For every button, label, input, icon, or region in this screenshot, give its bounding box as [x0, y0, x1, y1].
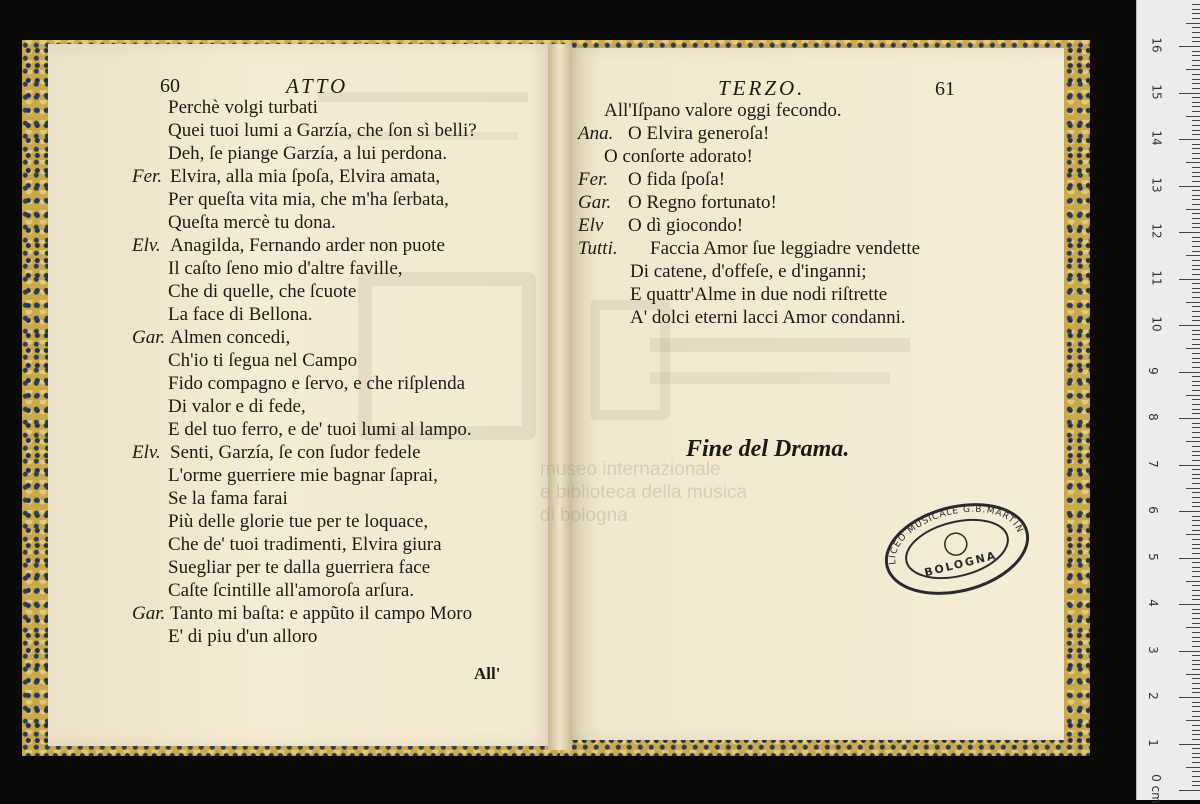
left-verse-line: E del tuo ferro, e de' tuoi lumi al lampo.: [168, 419, 472, 440]
ruler-tick: [1192, 260, 1200, 261]
ruler-tick: [1192, 297, 1200, 298]
book-gutter: [548, 44, 572, 750]
ruler-tick: [1192, 785, 1200, 786]
ruler-tick: [1192, 748, 1200, 749]
ruler-number: 12: [1149, 223, 1164, 239]
ruler-tick: [1192, 711, 1200, 712]
ruler-tick: [1179, 279, 1200, 280]
ruler-tick: [1192, 102, 1200, 103]
ruler-tick: [1192, 60, 1200, 61]
ruler-tick: [1192, 269, 1200, 270]
ruler-tick: [1192, 623, 1200, 624]
ruler-tick: [1192, 683, 1200, 684]
ruler-tick: [1192, 32, 1200, 33]
left-verse-line: Ch'io ti ſegua nel Campo: [168, 350, 358, 371]
ruler-tick: [1179, 139, 1200, 140]
ruler-tick: [1192, 618, 1200, 619]
ruler-number: 14: [1149, 130, 1164, 146]
ruler-tick: [1192, 130, 1200, 131]
ruler-tick: [1192, 288, 1200, 289]
ruler-tick: [1192, 79, 1200, 80]
left-verse-line: Fido compagno e ſervo, e che riſplenda: [168, 373, 466, 394]
left-page-number: 60: [160, 75, 180, 97]
ruler-tick: [1192, 176, 1200, 177]
ruler-tick: [1186, 488, 1200, 489]
ruler-tick: [1192, 478, 1200, 479]
ruler-tick: [1179, 651, 1200, 652]
ruler-number: 9: [1145, 366, 1160, 375]
ruler-tick: [1186, 162, 1200, 163]
ruler-tick: [1192, 567, 1200, 568]
right-verse-line: O Elvira generoſa!: [628, 123, 770, 144]
ruler-tick: [1192, 13, 1200, 14]
ruler-tick: [1192, 776, 1200, 777]
ruler-tick: [1192, 74, 1200, 75]
ruler-tick: [1192, 274, 1200, 275]
ruler-tick: [1192, 158, 1200, 159]
ruler-tick: [1192, 385, 1200, 386]
ruler-tick: [1192, 181, 1200, 182]
ruler-tick: [1192, 390, 1200, 391]
ruler-tick: [1192, 144, 1200, 145]
watermark-line-3: di bologna: [540, 505, 628, 526]
right-speaker: Ana.: [578, 123, 614, 144]
library-watermark: [540, 458, 747, 527]
left-speaker: Gar.: [132, 327, 166, 348]
right-verse-line: E quattr'Alme in due nodi riſtrette: [630, 284, 888, 305]
left-verse-line: Più delle glorie tue per te loquace,: [168, 511, 429, 532]
ruler-tick: [1192, 520, 1200, 521]
right-verse-line: O fida ſpoſa!: [628, 169, 726, 190]
left-running-head: ATTO: [286, 74, 349, 98]
ruler-tick: [1186, 69, 1200, 70]
left-speaker: Elv.: [132, 442, 161, 463]
ruler-tick: [1192, 204, 1200, 205]
ruler-tick: [1192, 771, 1200, 772]
ruler-tick: [1192, 339, 1200, 340]
ruler-tick: [1192, 320, 1200, 321]
ruler-tick: [1186, 720, 1200, 721]
left-verse-line: Suegliar per te dalla guerriera face: [168, 557, 431, 578]
ruler-number: 1: [1145, 738, 1160, 747]
ruler-tick: [1192, 423, 1200, 424]
ruler-tick: [1192, 83, 1200, 84]
closing-line: Fine del Drama.: [686, 436, 850, 462]
ruler-number: 10: [1149, 316, 1164, 332]
ruler-tick: [1179, 186, 1200, 187]
ruler-number: 11: [1149, 269, 1164, 286]
ruler-tick: [1179, 790, 1200, 791]
ruler-tick: [1192, 404, 1200, 405]
ruler-tick: [1192, 316, 1200, 317]
ruler-tick: [1192, 571, 1200, 572]
ruler-tick: [1192, 65, 1200, 66]
measuring-ruler: [1136, 0, 1200, 804]
ruler-tick: [1192, 469, 1200, 470]
ruler-tick: [1192, 148, 1200, 149]
ruler-tick: [1192, 632, 1200, 633]
ruler-tick: [1192, 120, 1200, 121]
right-page-number: 61: [935, 78, 955, 100]
ruler-tick: [1179, 511, 1200, 512]
left-verse-line: Elvira, alla mia ſpoſa, Elvira amata,: [170, 166, 441, 187]
ruler-tick: [1186, 209, 1200, 210]
ruler-tick: [1192, 530, 1200, 531]
ruler-tick: [1192, 688, 1200, 689]
ruler-tick: [1192, 599, 1200, 600]
ruler-tick: [1192, 641, 1200, 642]
ruler-tick: [1179, 372, 1200, 373]
right-verse-line: O Regno fortunato!: [628, 192, 777, 213]
left-verse-line: Perchè volgi turbati: [168, 97, 318, 118]
ruler-tick: [1192, 585, 1200, 586]
ruler-tick: [1192, 4, 1200, 5]
ruler-tick: [1192, 539, 1200, 540]
ruler-tick: [1192, 576, 1200, 577]
ruler-tick: [1192, 730, 1200, 731]
ruler-tick: [1186, 581, 1200, 582]
ruler-number: 15: [1149, 83, 1164, 100]
ruler-number: 7: [1145, 459, 1160, 468]
ruler-tick: [1186, 23, 1200, 24]
ruler-tick: [1192, 9, 1200, 10]
left-verse-line: E' di piu d'un alloro: [168, 626, 318, 647]
ruler-tick: [1192, 702, 1200, 703]
ruler-tick: [1192, 55, 1200, 56]
ruler-tick: [1192, 437, 1200, 438]
right-speaker: Gar.: [578, 192, 612, 213]
ruler-tick: [1192, 306, 1200, 307]
ruler-tick: [1192, 111, 1200, 112]
ruler-tick: [1192, 172, 1200, 173]
ruler-tick: [1192, 97, 1200, 98]
ruler-tick: [1186, 255, 1200, 256]
ruler-tick: [1192, 37, 1200, 38]
ruler-tick: [1186, 395, 1200, 396]
ruler-tick: [1179, 558, 1200, 559]
ruler-tick: [1192, 41, 1200, 42]
ruler-tick: [1192, 246, 1200, 247]
ruler-tick: [1192, 548, 1200, 549]
ruler-tick: [1192, 757, 1200, 758]
ruler-tick: [1192, 283, 1200, 284]
ruler-tick: [1192, 451, 1200, 452]
ruler-number: 5: [1145, 552, 1160, 561]
ruler-tick: [1192, 367, 1200, 368]
left-verse-line: Almen concedi,: [170, 327, 291, 348]
ruler-tick: [1192, 134, 1200, 135]
ruler-number: 6: [1145, 506, 1160, 514]
left-verse-line: Di valor e di fede,: [168, 396, 306, 417]
right-speaker: Fer.: [578, 169, 609, 190]
right-running-head: TERZO.: [718, 76, 806, 100]
ruler-tick: [1192, 18, 1200, 19]
ruler-tick: [1192, 199, 1200, 200]
ruler-tick: [1192, 218, 1200, 219]
right-verse-line: O conſorte adorato!: [604, 146, 753, 167]
ruler-tick: [1192, 362, 1200, 363]
ruler-tick: [1192, 51, 1200, 52]
left-verse-line: Quei tuoi lumi a Garzía, che ſon sì belli?: [168, 120, 477, 141]
ruler-tick: [1186, 302, 1200, 303]
ruler-tick: [1192, 413, 1200, 414]
right-verse-line: All'Iſpano valore oggi fecondo.: [604, 100, 842, 121]
left-verse-line: Che de' tuoi tradimenti, Elvira giura: [168, 534, 442, 555]
ruler-tick: [1192, 334, 1200, 335]
ruler-tick: [1192, 125, 1200, 126]
stamp-inner-text: BOLOGNA: [923, 548, 999, 580]
ruler-tick: [1192, 106, 1200, 107]
ruler-tick: [1192, 376, 1200, 377]
ruler-tick: [1192, 330, 1200, 331]
ruler-tick: [1192, 525, 1200, 526]
left-verse-line: L'orme guerriere mie bagnar ſaprai,: [168, 465, 438, 486]
ruler-tick: [1192, 237, 1200, 238]
ruler-tick: [1192, 223, 1200, 224]
ruler-tick: [1192, 474, 1200, 475]
ruler-tick: [1192, 292, 1200, 293]
left-verse-line: Per queſta vita mia, che m'ha ſerbata,: [168, 189, 449, 210]
left-verse-line: Senti, Garzía, ſe con ſudor fedele: [170, 442, 421, 463]
ruler-tick: [1179, 744, 1200, 745]
ruler-tick: [1192, 455, 1200, 456]
ruler-tick: [1192, 190, 1200, 191]
ruler-tick: [1192, 153, 1200, 154]
ruler-tick: [1192, 553, 1200, 554]
ruler-tick: [1192, 646, 1200, 647]
left-speaker: Elv.: [132, 235, 161, 256]
ruler-tick: [1186, 767, 1200, 768]
ruler-tick: [1186, 627, 1200, 628]
left-verse-line: Anagilda, Fernando arder non puote: [170, 235, 445, 256]
ruler-tick: [1186, 674, 1200, 675]
left-verse-line: Tanto mi baſta: e appũto il campo Moro: [170, 603, 473, 624]
right-verse-line: A' dolci eterni lacci Amor condanni.: [630, 307, 906, 328]
ruler-tick: [1192, 692, 1200, 693]
ruler-number: 0 cm: [1148, 774, 1163, 804]
ruler-tick: [1192, 265, 1200, 266]
ruler-number: 16: [1149, 37, 1164, 53]
ruler-tick: [1192, 725, 1200, 726]
left-verse-line: La face di Bellona.: [168, 304, 313, 325]
ruler-tick: [1179, 418, 1200, 419]
left-verse-line: Queſta mercè tu dona.: [168, 212, 336, 233]
ruler-number: 13: [1149, 176, 1164, 193]
ruler-tick: [1192, 506, 1200, 507]
ruler-tick: [1179, 325, 1200, 326]
watermark-line-1: museo internazionale: [540, 459, 721, 480]
left-verse-line: Il caſto ſeno mio d'altre faville,: [168, 258, 403, 279]
ruler-tick: [1192, 753, 1200, 754]
ruler-tick: [1192, 544, 1200, 545]
ruler-tick: [1192, 678, 1200, 679]
ruler-tick: [1179, 93, 1200, 94]
watermark-line-2: e biblioteca della musica: [540, 482, 748, 503]
right-verse-line: Di catene, d'offeſe, e d'inganni;: [630, 261, 867, 282]
left-verse-line: Caſte ſcintille all'amoroſa arſura.: [168, 580, 415, 601]
ruler-tick: [1192, 655, 1200, 656]
ruler-tick: [1192, 562, 1200, 563]
ruler-number: 2: [1145, 692, 1160, 700]
ruler-tick: [1179, 697, 1200, 698]
ruler-tick: [1192, 381, 1200, 382]
ruler-tick: [1192, 167, 1200, 168]
library-stamp: [880, 498, 1035, 600]
ruler-tick: [1192, 664, 1200, 665]
left-verse-line: Deh, ſe piange Garzía, a lui perdona.: [168, 143, 448, 164]
ruler-tick: [1192, 660, 1200, 661]
ruler-tick: [1186, 534, 1200, 535]
ruler-tick: [1192, 241, 1200, 242]
ruler-tick: [1192, 497, 1200, 498]
ruler-number: 4: [1145, 599, 1160, 607]
ruler-tick: [1179, 232, 1200, 233]
ruler-tick: [1192, 88, 1200, 89]
ruler-tick: [1192, 409, 1200, 410]
ruler-tick: [1192, 251, 1200, 252]
right-speaker: Tutti.: [578, 238, 618, 259]
ruler-tick: [1192, 734, 1200, 735]
ruler-tick: [1192, 399, 1200, 400]
ruler-tick: [1192, 516, 1200, 517]
ruler-tick: [1192, 446, 1200, 447]
ruler-tick: [1186, 348, 1200, 349]
ruler-number: 3: [1145, 645, 1160, 654]
right-verse-line: O dì giocondo!: [628, 215, 744, 236]
ruler-tick: [1192, 595, 1200, 596]
ruler-tick: [1192, 762, 1200, 763]
ruler-tick: [1192, 669, 1200, 670]
left-verse-line: Che di quelle, che ſcuote: [168, 281, 357, 302]
ruler-tick: [1192, 590, 1200, 591]
ruler-tick: [1192, 706, 1200, 707]
ruler-tick: [1192, 492, 1200, 493]
ruler-tick: [1192, 344, 1200, 345]
ruler-tick: [1179, 46, 1200, 47]
ruler-tick: [1192, 637, 1200, 638]
ruler-tick: [1192, 716, 1200, 717]
ruler-tick: [1192, 432, 1200, 433]
left-catchword: All': [474, 664, 501, 683]
right-speaker: Elv: [578, 215, 604, 236]
ruler-tick: [1192, 460, 1200, 461]
ruler-tick: [1192, 213, 1200, 214]
left-speaker: Gar.: [132, 603, 166, 624]
ruler-tick: [1192, 613, 1200, 614]
ruler-tick: [1192, 195, 1200, 196]
ruler-tick: [1192, 353, 1200, 354]
right-verse-line: Faccia Amor ſue leggiadre vendette: [650, 238, 921, 259]
ruler-tick: [1192, 739, 1200, 740]
ruler-number: 8: [1145, 413, 1160, 421]
ruler-tick: [1179, 604, 1200, 605]
ruler-tick: [1192, 781, 1200, 782]
ruler-tick: [1192, 27, 1200, 28]
stamp-outer-text: LICEO MUSICALE G.B.MARTINI: [888, 504, 1025, 566]
ruler-tick: [1179, 465, 1200, 466]
left-verse-line: Se la fama farai: [168, 488, 288, 509]
ruler-tick: [1192, 227, 1200, 228]
ruler-tick: [1192, 502, 1200, 503]
ruler-tick: [1186, 116, 1200, 117]
ruler-tick: [1192, 609, 1200, 610]
left-speaker: Fer.: [132, 166, 163, 187]
ruler-tick: [1186, 441, 1200, 442]
ruler-tick: [1192, 427, 1200, 428]
ruler-tick: [1192, 483, 1200, 484]
ruler-tick: [1192, 358, 1200, 359]
ruler-tick: [1192, 311, 1200, 312]
